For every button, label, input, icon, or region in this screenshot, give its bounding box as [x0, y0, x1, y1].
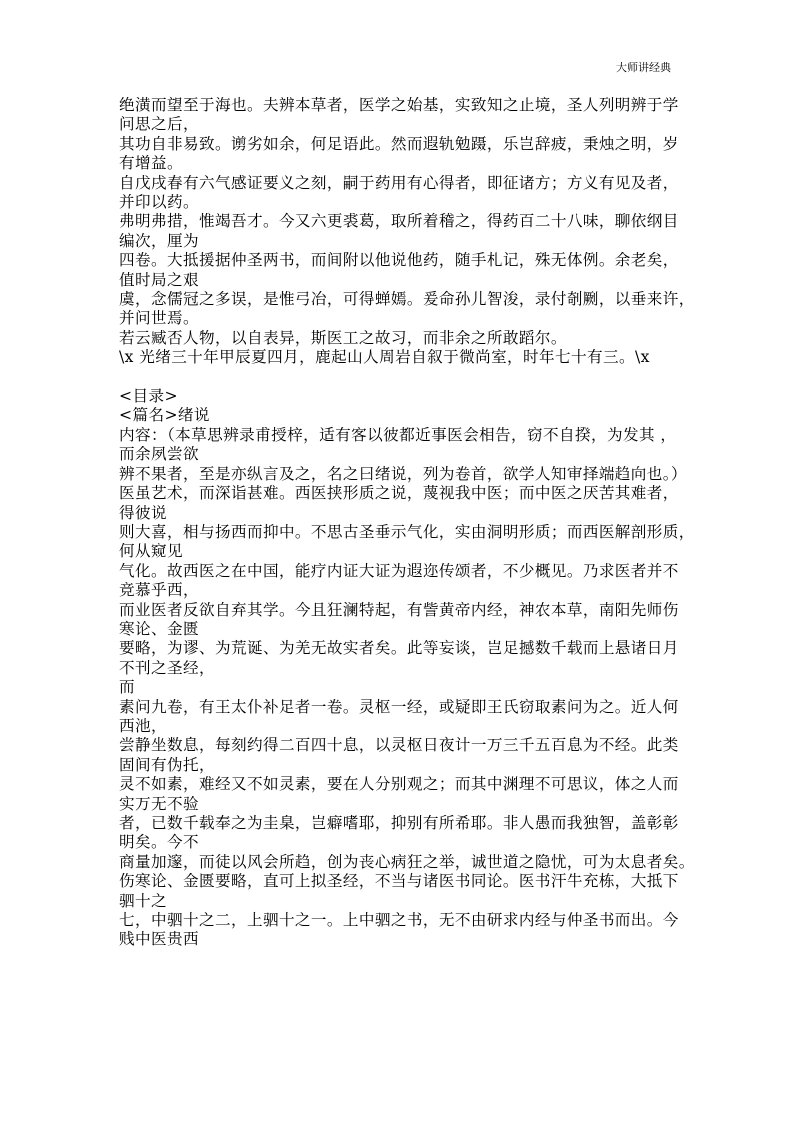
text-line: 明矣。今不 [119, 833, 199, 852]
text-line: 灵不如素，难经又不如灵素，要在人分别观之；而其中渊理不可思议，体之人而 [119, 775, 679, 794]
text-line: 编次，厘为 [119, 231, 199, 250]
text-line: 伤寒论、金匮要略，直可上拟圣经，不当与诸医书同论。医书汗牛充栋，大抵下 [119, 872, 679, 891]
text-line: 而 [119, 678, 135, 697]
text-line: 要略，为谬、为荒诞、为羌无故实者矣。此等妄谈，岂足撼数千载而上悬诸日月 [119, 639, 679, 658]
text-line: 辨不果者，至是亦纵言及之，名之曰绪说，列为卷首，欲学人知审择端趋向也。） [119, 464, 687, 483]
text-line: 值时局之艰 [119, 270, 199, 289]
text-line: 若云臧否人物，以自表异，斯医工之故习，而非余之所敢蹈尔。 [119, 328, 567, 347]
text-line: 竞慕乎西， [119, 581, 199, 600]
text-line: 商量加邃，而徒以风会所趋，创为丧心病狂之举，诚世道之隐忧，可为太息者矣。 [119, 852, 695, 871]
text-line: 七，中驷十之二，上驷十之一。上中驷之书，无不由研求内经与仲圣书而出。今 [119, 911, 679, 930]
text-line: 问思之后， [119, 115, 199, 134]
text-line: 四卷。大抵援据仲圣两书，而间附以他说他药，随手札记，殊无体例。余老矣， [119, 251, 679, 270]
text-line: 不刊之圣经， [119, 658, 215, 677]
text-line: 绝潢而望至于海也。夫辨本草者，医学之始基，实致知之止境，圣人列明辨于学 [119, 96, 679, 114]
header-title: 大师讲经典 [616, 61, 671, 74]
text-line: 并问世焉。 [119, 309, 199, 328]
text-line: 而余夙尝欲 [119, 445, 199, 464]
text-line: 尝静坐数息，每刻约得二百四十息，以灵枢日夜计一万三千五百息为不经。此类 [119, 736, 679, 755]
text-line: 何从窥见 [119, 542, 183, 561]
blank-line [119, 368, 675, 387]
text-line: 西池， [119, 716, 167, 735]
chapter-title: <篇名>绪说 [119, 406, 210, 425]
toc-heading: <目录> [119, 387, 178, 406]
text-line: 实万无不验 [119, 794, 199, 813]
text-line: 其功自非易致。谫劣如余，何足语此。然而遐轨勉蹑，乐岂辞疲，秉烛之明，岁 [119, 134, 679, 153]
text-line: 寒论、金匮 [119, 619, 199, 638]
text-line: 固间有伪托， [119, 755, 215, 774]
text-line: 者，已数千载奉之为圭臬，岂癖嗜耶，抑别有所希耶。非人愚而我独智，盖彰彰 [119, 814, 679, 833]
text-line: 气化。故西医之在中国，能疗内证大证为遐迩传颂者，不少概见。乃求医者并不 [119, 561, 679, 580]
page-header [616, 61, 671, 75]
signature-line: \x 光绪三十年甲辰夏四月，鹿起山人周岩自叙于微尚室，时年七十有三。\x [119, 348, 650, 367]
text-line: 弗明弗措，惟竭吾才。今又六更裘葛，取所着稽之，得药百二十八味，聊依纲目 [119, 212, 679, 231]
text-line: 有增益。 [119, 154, 183, 173]
document-body [119, 96, 695, 950]
text-line: 自戊戌春有六气感证要义之刻，嗣于药用有心得者，即征诸方；方义有见及者， [119, 173, 679, 192]
text-line: 驷十之 [119, 891, 167, 910]
text-line: 而业医者反欲自弃其学。今且狂澜特起，有訾黄帝内经，神农本草，南阳先师伤 [119, 600, 679, 619]
text-line: 虞，念儒冠之多误，是惟弓冶，可得蝉嫣。爰命孙儿智浚，录付剞劂，以垂来许， [119, 290, 695, 309]
text-line: 医虽艺术，而深诣甚难。西医挟形质之说，蔑视我中医；而中医之厌苦其难者， [119, 484, 679, 503]
text-line: 得彼说 [119, 503, 167, 522]
text-line: 素问九卷，有王太仆补足者一卷。灵枢一经，或疑即王氏窃取素问为之。近人何 [119, 697, 679, 716]
text-line: 内容：（本草思辨录甫授梓，适有客以彼都近事医会相告，窃不自揆，为发其 ， [119, 425, 677, 444]
text-line: 贱中医贵西 [119, 930, 199, 949]
text-line: 并印以药。 [119, 193, 199, 212]
text-line: 则大喜，相与扬西而抑中。不思古圣垂示气化，实由洞明形质；而西医解剖形质， [119, 522, 695, 541]
